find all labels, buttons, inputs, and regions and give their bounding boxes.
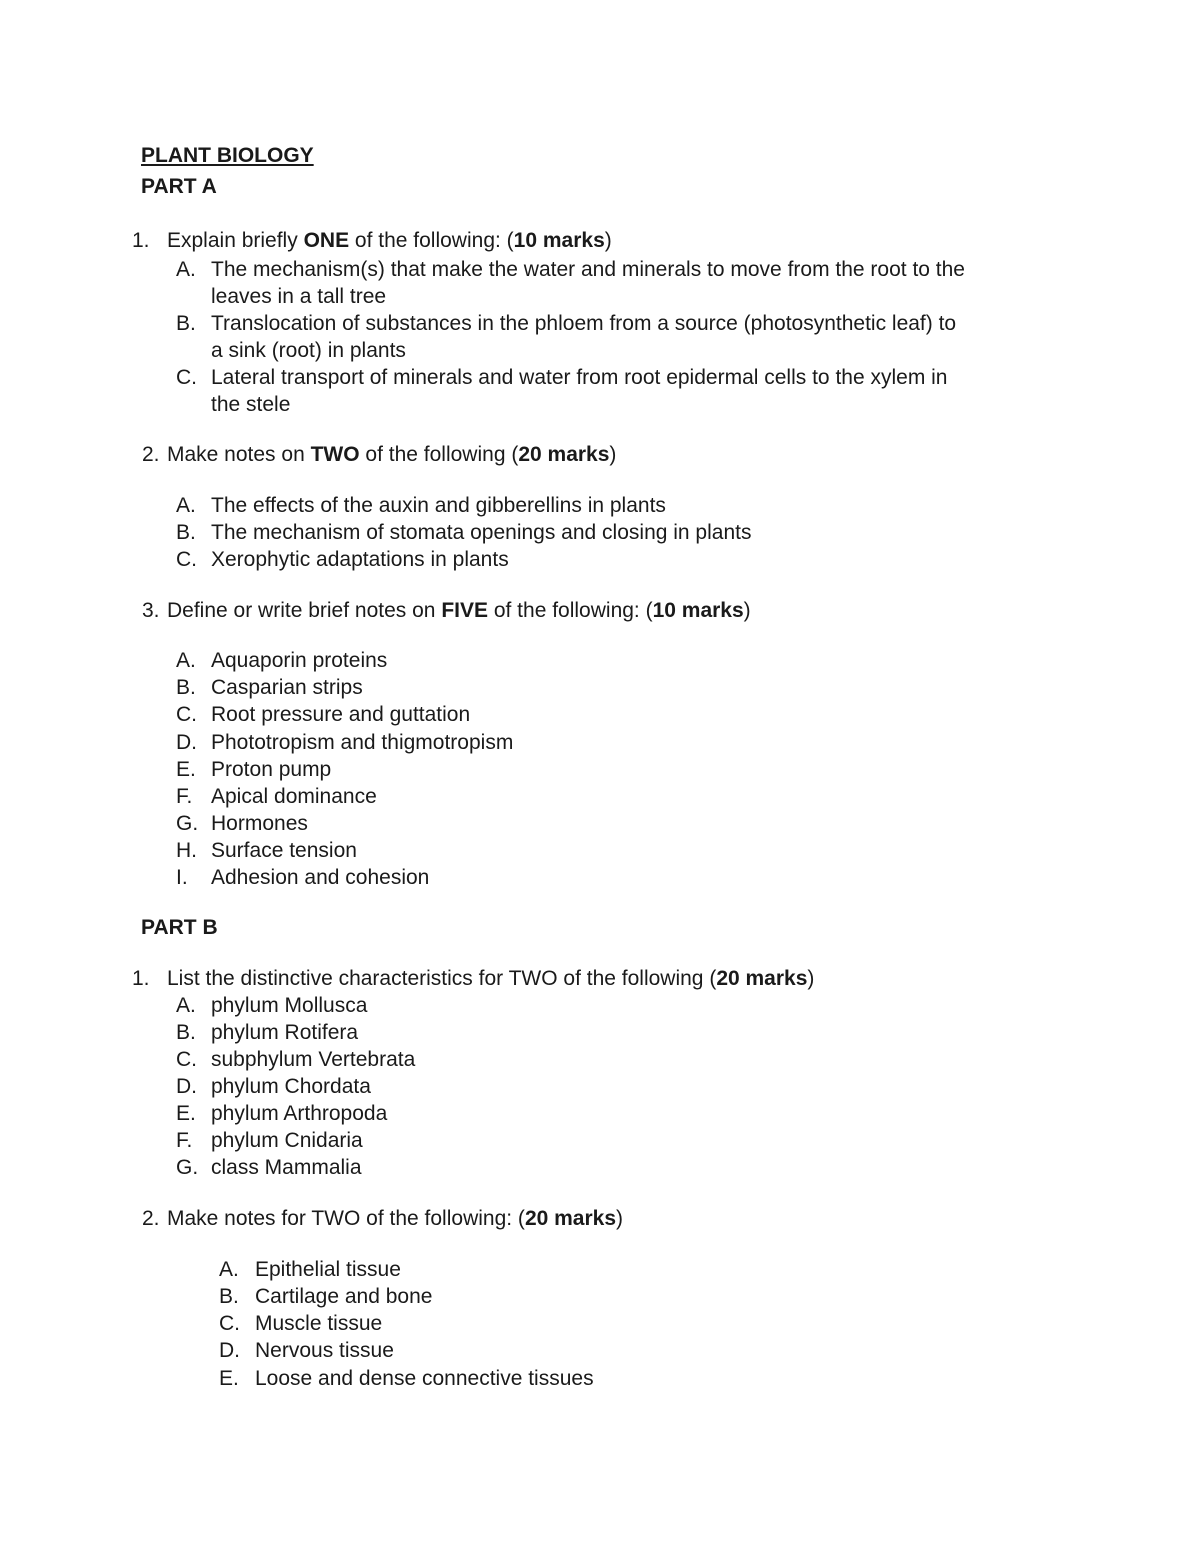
list-item: Proton pump: [211, 758, 332, 781]
item-letter: F.: [176, 785, 193, 808]
item-letter: B.: [176, 676, 196, 699]
list-item: Epithelial tissue: [255, 1258, 401, 1281]
part-a-heading: PART A: [141, 175, 217, 198]
list-item: Adhesion and cohesion: [211, 866, 430, 889]
item-letter: G.: [176, 812, 199, 835]
item-letter: C.: [176, 366, 197, 389]
list-item: Root pressure and guttation: [211, 703, 471, 726]
item-letter: B.: [176, 312, 196, 335]
page-title: PLANT BIOLOGY: [141, 144, 314, 167]
question-text: Make notes for TWO of the following: (20 marks): [167, 1207, 624, 1230]
question-text: Define or write brief notes on FIVE of the following: (10 marks): [167, 599, 751, 622]
item-letter: A.: [176, 258, 196, 281]
list-item: phylum Arthropoda: [211, 1102, 388, 1125]
list-item: Muscle tissue: [255, 1312, 383, 1335]
list-item: subphylum Vertebrata: [211, 1048, 416, 1071]
item-letter: F.: [176, 1129, 193, 1152]
item-letter: I.: [176, 866, 188, 889]
list-item: Surface tension: [211, 839, 357, 862]
item-letter: A.: [176, 494, 196, 517]
list-item: phylum Chordata: [211, 1075, 371, 1098]
list-item: phylum Cnidaria: [211, 1129, 363, 1152]
list-item-continued: the stele: [211, 393, 291, 416]
item-letter: C.: [219, 1312, 240, 1335]
list-item: Lateral transport of minerals and water from root epidermal cells to the xylem in: [211, 366, 948, 389]
item-letter: D.: [176, 1075, 197, 1098]
item-letter: A.: [176, 994, 196, 1017]
item-letter: E.: [219, 1367, 239, 1390]
question-number: 1.: [132, 967, 150, 990]
list-item: Nervous tissue: [255, 1339, 394, 1362]
list-item: The mechanism of stomata openings and closing in plants: [211, 521, 752, 544]
question-number: 2.: [142, 443, 160, 466]
item-letter: B.: [219, 1285, 239, 1308]
item-letter: C.: [176, 703, 197, 726]
item-letter: E.: [176, 758, 196, 781]
list-item: phylum Mollusca: [211, 994, 368, 1017]
list-item: Translocation of substances in the phloem from a source (photosynthetic leaf) to: [211, 312, 957, 335]
list-item: Casparian strips: [211, 676, 363, 699]
item-letter: A.: [219, 1258, 239, 1281]
question-number: 2.: [142, 1207, 160, 1230]
question-number: 1.: [132, 229, 150, 252]
list-item: The effects of the auxin and gibberellins in plants: [211, 494, 666, 517]
list-item: Aquaporin proteins: [211, 649, 388, 672]
list-item: Phototropism and thigmotropism: [211, 731, 514, 754]
part-b-heading: PART B: [141, 916, 218, 939]
list-item: Xerophytic adaptations in plants: [211, 548, 509, 571]
item-letter: H.: [176, 839, 197, 862]
item-letter: C.: [176, 1048, 197, 1071]
list-item: The mechanism(s) that make the water and minerals to move from the root to the: [211, 258, 965, 281]
item-letter: B.: [176, 521, 196, 544]
list-item: phylum Rotifera: [211, 1021, 359, 1044]
question-text: Make notes on TWO of the following (20 marks): [167, 443, 617, 466]
item-letter: B.: [176, 1021, 196, 1044]
item-letter: A.: [176, 649, 196, 672]
item-letter: G.: [176, 1156, 199, 1179]
item-letter: E.: [176, 1102, 196, 1125]
list-item: Hormones: [211, 812, 308, 835]
item-letter: C.: [176, 548, 197, 571]
list-item: Apical dominance: [211, 785, 377, 808]
list-item: Cartilage and bone: [255, 1285, 433, 1308]
question-text: Explain briefly ONE of the following: (10 marks): [167, 229, 612, 252]
question-text: List the distinctive characteristics for TWO of the following (20 marks): [167, 967, 815, 990]
list-item: class Mammalia: [211, 1156, 362, 1179]
list-item: Loose and dense connective tissues: [255, 1367, 594, 1390]
item-letter: D.: [176, 731, 197, 754]
item-letter: D.: [219, 1339, 240, 1362]
question-number: 3.: [142, 599, 160, 622]
list-item-continued: leaves in a tall tree: [211, 285, 387, 308]
list-item-continued: a sink (root) in plants: [211, 339, 406, 362]
